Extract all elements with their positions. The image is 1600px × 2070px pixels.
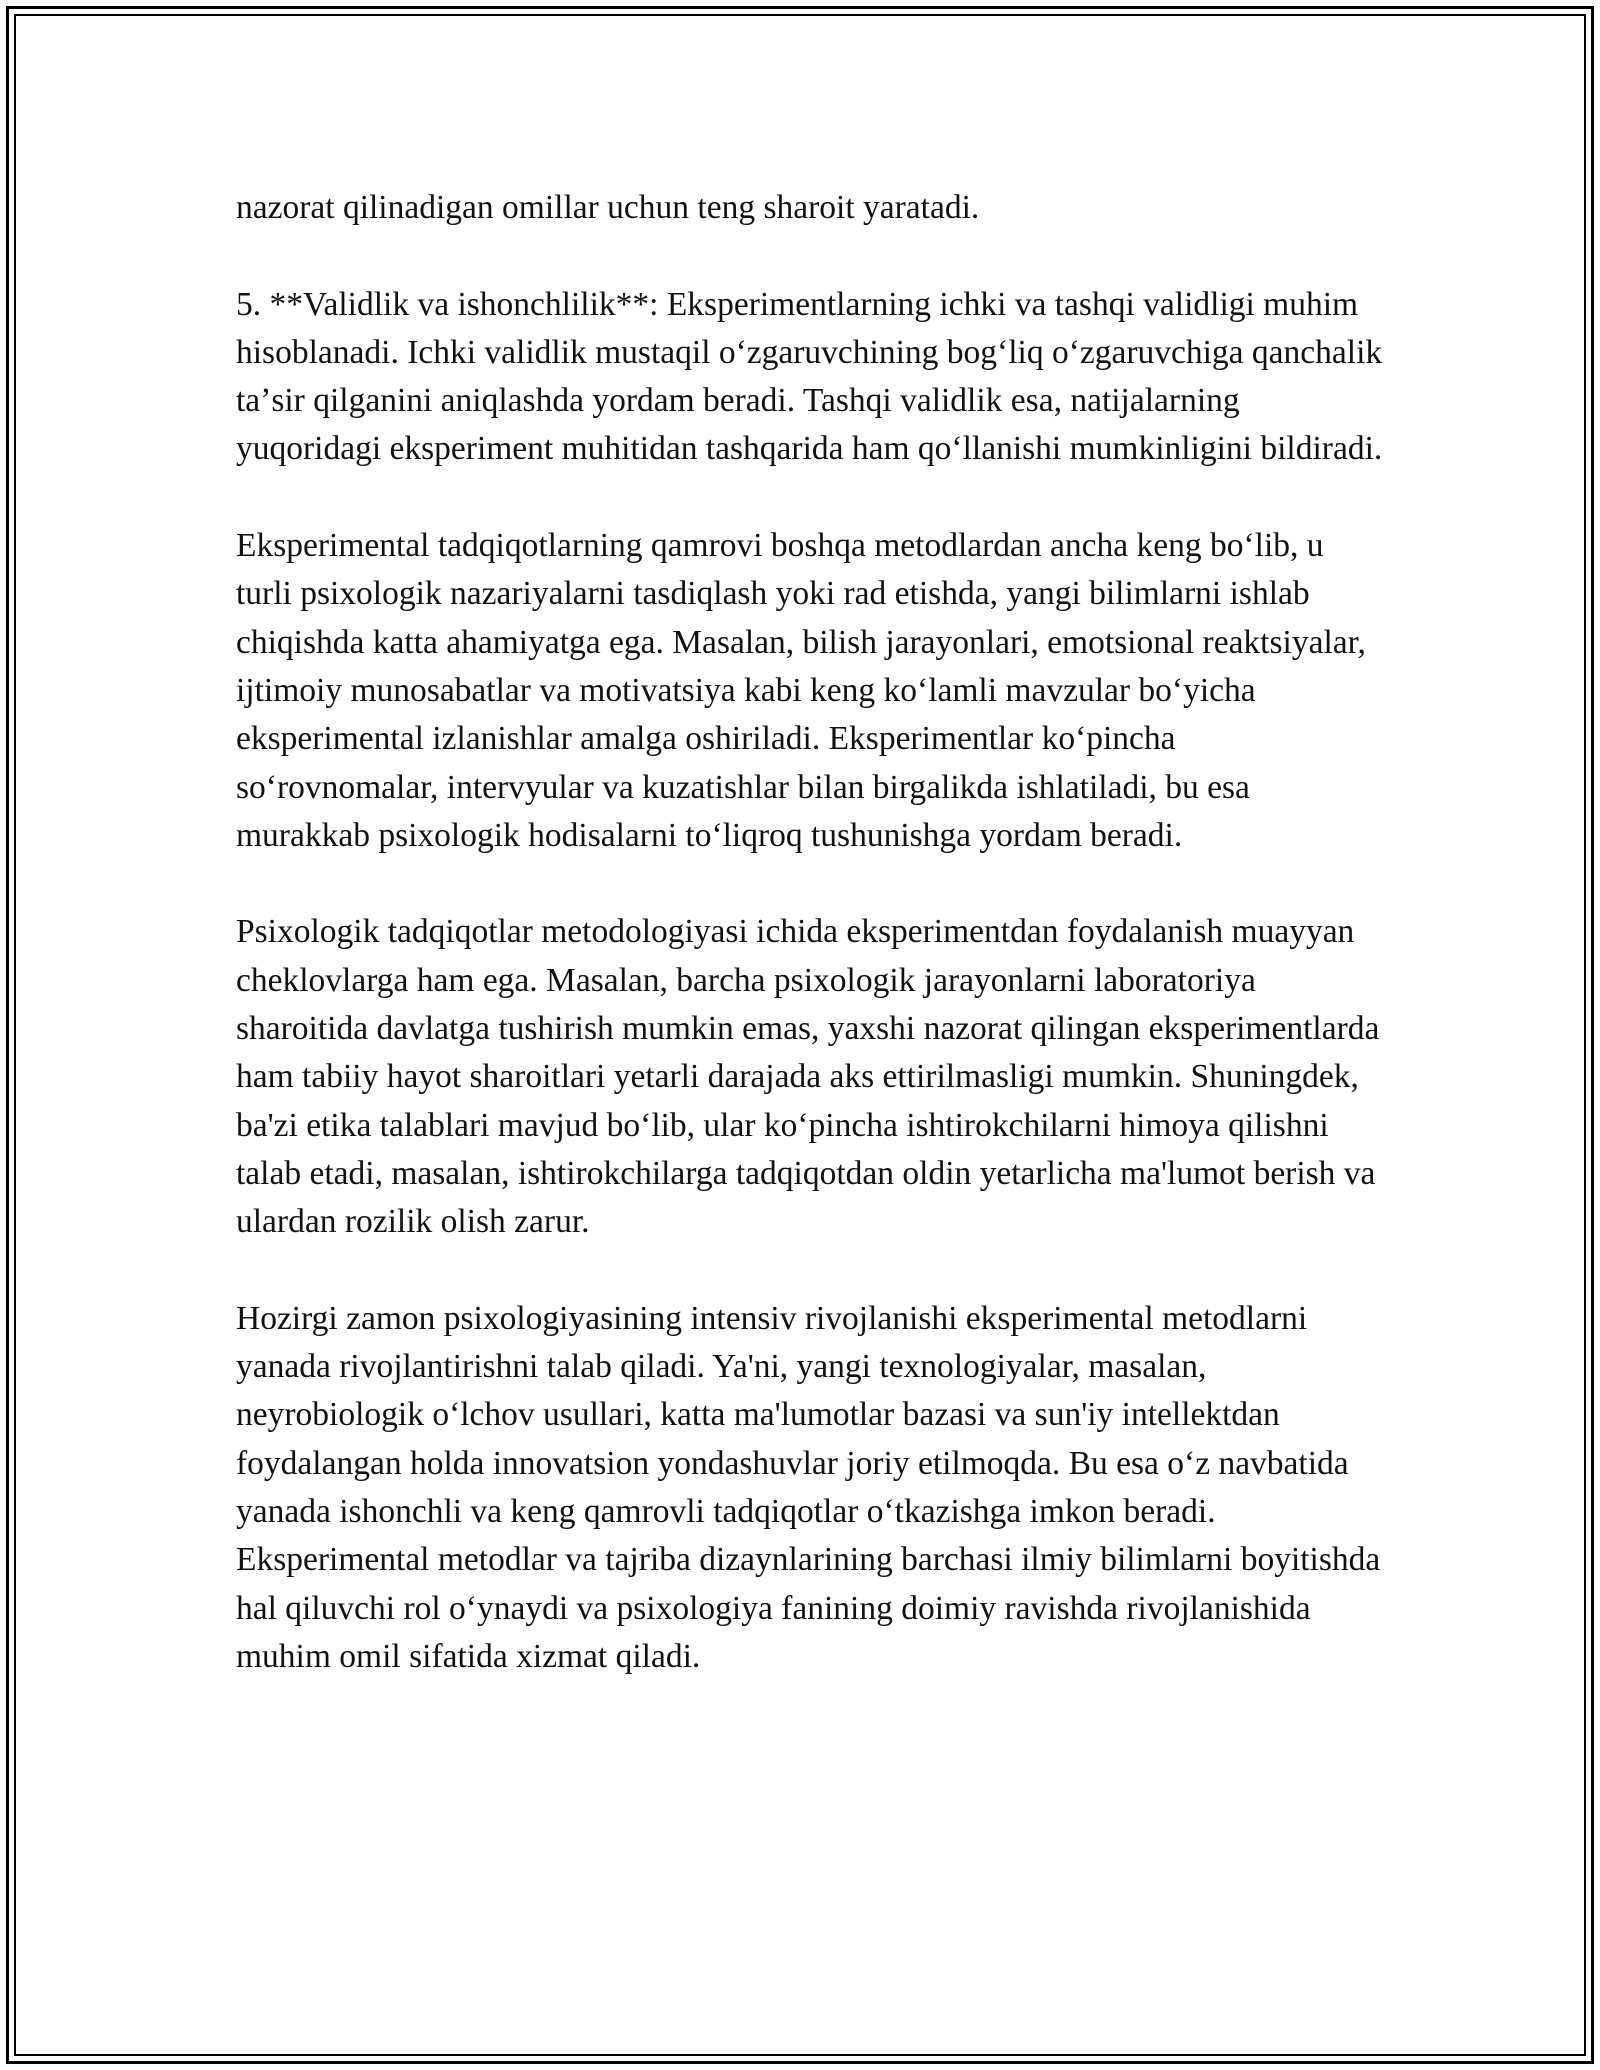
paragraph-modern-development: Hozirgi zamon psixologiyasining intensiv rivojlanishi eksperimental metodlarni yanada rivojlantirishni talab qiladi. Ya'ni, yangi texnologiyalar, masalan, neyrobiologik oʻlchov usullari, katta ma'lumotlar bazasi va sun'iy intellektdan foydalangan holda innovatsion yondashuvlar joriy etilmoqda. Bu esa oʻz navbatida yanada ishonchli va keng qamrovli tadqiqotlar oʻtkazishga imkon beradi. Eksperimental metodlar va tajriba dizaynlarining barchasi ilmiy bilimlarni boyitishda hal qiluvchi rol oʻynaydi va psixologiya fanining doimiy ravishda rivojlanishida muhim omil sifatida xizmat qiladi. — [236, 1299, 1381, 1675]
document-body — [236, 184, 1386, 1730]
paragraph-scope: Eksperimental tadqiqotlarning qamrovi boshqa metodlardan ancha keng boʻlib, u turli psixologik nazariyalarni tasdiqlash yoki rad etishda, yangi bilimlarni ishlab chiqishda katta ahamiyatga ega. Masalan, bilish jarayonlari, emotsional reaktsiyalar, ijtimoiy munosabatlar va motivatsiya kabi keng koʻlamli mavzular boʻyicha eksperimental izlanishlar amalga oshiriladi. Eksperimentlar koʻpincha soʻrovnomalar, intervyular va kuzatishlar bilan birgalikda ishlatiladi, bu esa murakkab psixologik hodisalarni toʻliqroq tushunishga yordam beradi. — [236, 527, 1366, 854]
paragraph-limitations: Psixologik tadqiqotlar metodologiyasi ichida eksperimentdan foydalanish muayyan cheklovlarga ham ega. Masalan, barcha psixologik jarayonlarni laboratoriya sharoitida davlatga tushirish mumkin emas, yaxshi nazorat qilingan eksperimentlarda ham tabiiy hayot sharoitlari yetarli darajada aks ettirilmasligi mumkin. Shuningdek, ba'zi etika talablari mavjud boʻlib, ular koʻpincha ishtirokchilarni himoya qilishni talab etadi, masalan, ishtirokchilarga tadqiqotdan oldin yetarlicha ma'lumot berish va ulardan rozilik olish zarur. — [236, 913, 1380, 1241]
paragraph-validity: 5. **Validlik va ishonchlilik**: Eksperimentlarning ichki va tashqi validligi muhim hisoblanadi. Ichki validlik mustaqil oʻzgaruvchining bogʻliq oʻzgaruvchiga qanchalik taʼsir qilganini aniqlashda yordam beradi. Tashqi validlik esa, natijalarning yuqoridagi eksperiment muhitidan tashqarida ham qoʻllanishi mumkinligini bildiradi. — [236, 285, 1383, 468]
paragraph-continuation: nazorat qilinadigan omillar uchun teng sharoit yaratadi. — [236, 189, 980, 226]
